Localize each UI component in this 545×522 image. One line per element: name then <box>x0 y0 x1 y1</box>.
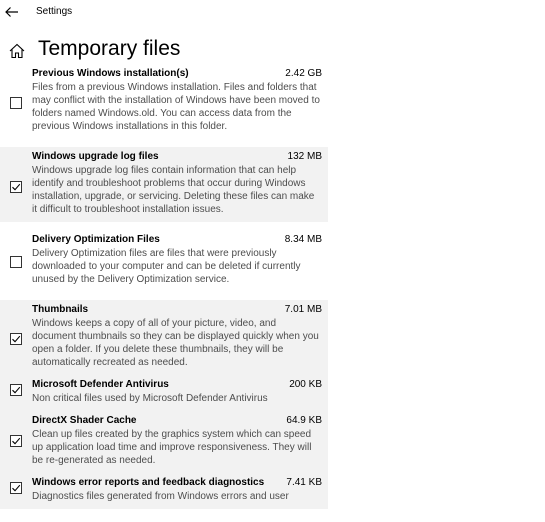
list-item[interactable] <box>0 300 328 375</box>
checkbox[interactable] <box>10 384 22 396</box>
checkbox[interactable] <box>10 256 22 268</box>
item-name: Thumbnails <box>32 304 89 315</box>
list-item[interactable] <box>0 473 328 509</box>
checkmark-icon <box>11 436 21 446</box>
checkbox[interactable] <box>10 333 22 345</box>
item-name: Windows upgrade log files <box>32 151 159 162</box>
item-name: DirectX Shader Cache <box>32 415 137 426</box>
item-description: Delivery Optimization files are files that were previously downloaded to your computer and can be deleted if currently unused by the Delivery Optimization service. <box>32 248 301 285</box>
checkmark-icon <box>11 334 21 344</box>
item-description: Diagnostics files generated from Windows errors and user <box>32 491 289 502</box>
item-name: Microsoft Defender Antivirus <box>32 379 169 390</box>
checkbox[interactable] <box>10 181 22 193</box>
item-description: Windows upgrade log files contain information that can help identify and troubleshoot problems that occur during Windows installation, upgrade, or servicing. Deleting these files can make it difficult to troubleshoot installation issues. <box>32 165 315 215</box>
app-title: Settings <box>36 6 73 17</box>
item-description: Non critical files used by Microsoft Defender Antivirus <box>32 393 268 404</box>
title-bar <box>0 0 545 26</box>
checkmark-icon <box>11 182 21 192</box>
item-size: 8.34 MB <box>284 234 322 245</box>
list-item[interactable] <box>0 230 328 292</box>
checkbox[interactable] <box>10 97 22 109</box>
page-title: Temporary files <box>38 37 181 60</box>
item-name: Windows error reports and feedback diagnostics <box>32 477 265 488</box>
checkbox[interactable] <box>10 435 22 447</box>
back-arrow-icon[interactable] <box>3 3 21 21</box>
item-description: Files from a previous Windows installation. Files and folders that may conflict with the installation of Windows have been moved to folders named Windows.old. You can access data from the previous Windows installations in this folder. <box>32 82 320 132</box>
item-description: Windows keeps a copy of all of your picture, video, and document thumbnails so they can be displayed quickly when you open a folder. If you delete these thumbnails, they will be automatically recreated as needed. <box>32 318 319 368</box>
checkmark-icon <box>11 483 21 493</box>
item-size: 132 MB <box>287 151 322 162</box>
checkbox[interactable] <box>10 482 22 494</box>
item-name: Previous Windows installation(s) <box>32 68 189 79</box>
item-description: Clean up files created by the graphics system which can speed up application load time and improve responsiveness. They will be re-generated as needed. <box>32 429 312 466</box>
temp-files-list <box>0 64 330 509</box>
item-size: 7.41 KB <box>286 477 322 488</box>
item-size: 7.01 MB <box>284 304 322 315</box>
list-item[interactable] <box>0 375 328 411</box>
list-item[interactable] <box>0 147 328 222</box>
list-item[interactable] <box>0 411 328 473</box>
home-icon[interactable] <box>8 42 26 60</box>
item-size: 200 KB <box>289 379 322 390</box>
item-size: 64.9 KB <box>286 415 322 426</box>
list-item[interactable] <box>0 64 328 139</box>
item-size: 2.42 GB <box>285 68 322 79</box>
item-name: Delivery Optimization Files <box>32 234 160 245</box>
checkmark-icon <box>11 385 21 395</box>
